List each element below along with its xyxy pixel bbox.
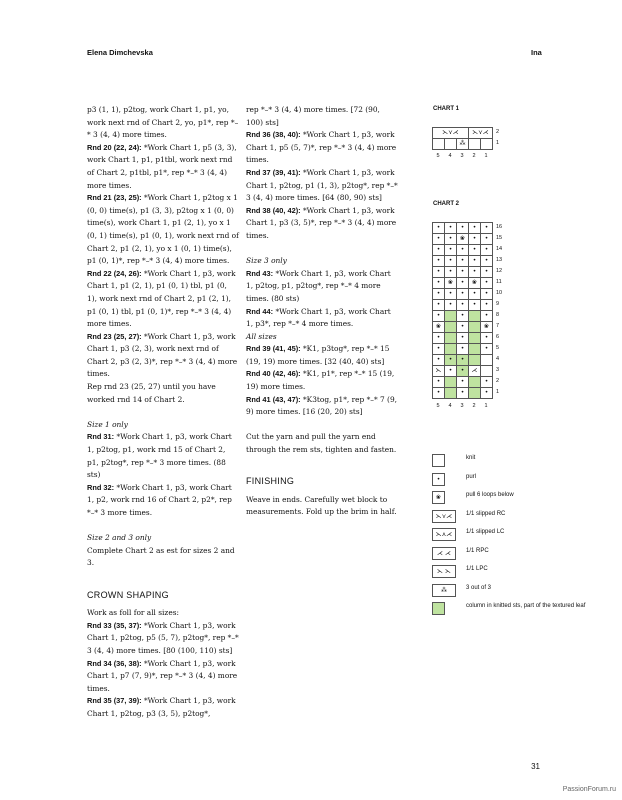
chart2-cell: • xyxy=(469,267,481,278)
round-text: *Work Chart 1, p3, work Chart 1, p3 (3, 5)*, rep *–* 3 (4, 4) more times. xyxy=(246,205,397,240)
chart1-cell xyxy=(433,139,445,150)
chart2-cell: • xyxy=(457,278,469,289)
legend-symbol: ⋌ ⋌ xyxy=(432,547,456,560)
chart2-cell: • xyxy=(433,300,445,311)
chart1-cell xyxy=(481,139,493,150)
round-label: Rnd 31: xyxy=(87,432,115,442)
chart1-col-numbers xyxy=(432,153,492,159)
round-text: *Work Chart 1, p2tog x 1 (0, 0) time(s), p1 (3, 3), p2tog x 1 (0, 0) time(s), work Chart 1, p1 (2, 1), yo x 1 (0, 1) time(s), p1 (0, 1), work next rnd of Chart 2, p1 (2, 1), yo x 1 (0, 1) time(s), p1 (0, 1)*, rep *–* 3 (4, 4) more times. xyxy=(87,193,239,266)
round-text: *Work Chart 1, p3, work Chart 1, p2tog, p1, p2tog*, rep *–* 4 more times. (80 sts) xyxy=(246,268,391,303)
row-number: 11 xyxy=(496,279,502,285)
chart2-cell: • xyxy=(433,267,445,278)
chart2-cell: • xyxy=(445,289,457,300)
chart2-cell: • xyxy=(445,267,457,278)
column-number: 4 xyxy=(448,403,452,409)
chart2-cell xyxy=(469,322,481,333)
watermark: PassionForum.ru xyxy=(562,786,616,793)
legend-symbol: ❀ xyxy=(432,491,445,504)
chart2-title: CHART 2 xyxy=(433,201,460,207)
round-label: Rnd 23 (25, 27): xyxy=(87,331,142,341)
row-number: 7 xyxy=(496,323,500,329)
round-instruction xyxy=(246,268,399,306)
chart2-cell: • xyxy=(457,245,469,256)
round-label: Rnd 36 (38, 40): xyxy=(246,130,301,140)
chart2-cell xyxy=(445,311,457,322)
row-number: 1 xyxy=(496,389,500,395)
page-number: 31 xyxy=(531,762,540,771)
chart2-cell: • xyxy=(481,377,493,388)
legend-label: pull 6 loops below xyxy=(466,492,514,498)
round-instruction xyxy=(246,306,399,331)
row-number: 15 xyxy=(496,235,503,241)
row-number: 9 xyxy=(496,301,500,307)
chart2-cell: • xyxy=(433,256,445,267)
legend-symbol: ⋋⋎⋌ xyxy=(432,510,456,523)
round-text: *Work Chart 1, p3, work Chart 1, p3 (2, 3), work next rnd of Chart 2, p3 (2, 3)*, rep *–* 3 (4, 4) more times. xyxy=(87,331,238,379)
legend-item xyxy=(432,547,596,560)
column-number: 2 xyxy=(472,403,476,409)
size-subheading: Size 3 only xyxy=(246,256,287,266)
chart2-cell xyxy=(445,388,457,399)
middle-column xyxy=(246,104,399,519)
chart2-cell: • xyxy=(433,234,445,245)
legend-label: 1/1 slipped RC xyxy=(466,510,506,517)
legend-symbol: ⁂ xyxy=(432,584,456,597)
chart2-cell xyxy=(481,355,493,366)
chart2-cell: • xyxy=(481,388,493,399)
round-instruction xyxy=(87,192,239,268)
chart2-cell xyxy=(469,311,481,322)
column-number: 1 xyxy=(484,403,488,409)
chart2-cell: • xyxy=(433,278,445,289)
round-label: Rnd 39 (41, 45): xyxy=(246,344,301,354)
round-instruction xyxy=(246,343,399,368)
chart2-cell: • xyxy=(457,223,469,234)
chart2-cell: ⋌ xyxy=(469,366,481,377)
instruction-text: Work as foll for all sizes: xyxy=(87,608,179,618)
author-name: Elena Dimchevska xyxy=(87,48,153,57)
chart2-cell xyxy=(469,355,481,366)
chart2-cell xyxy=(481,366,493,377)
instruction-text: Complete Chart 2 as est for sizes 2 and 3. xyxy=(87,545,235,568)
chart2-row-numbers xyxy=(496,222,502,398)
chart2-cell xyxy=(445,322,457,333)
chart2-cell: • xyxy=(481,256,493,267)
legend-item xyxy=(432,510,596,523)
chart2-cell: • xyxy=(481,234,493,245)
legend-item xyxy=(432,454,596,467)
round-label: Rnd 32: xyxy=(87,482,115,492)
chart2-cell: • xyxy=(469,234,481,245)
row-number: 13 xyxy=(496,257,503,263)
round-label: Rnd 22 (24, 26): xyxy=(87,268,142,278)
round-text: *Work Chart 1, p3, work Chart 1, p2, work rnd 16 of Chart 2, p2*, rep *–* 3 more times. xyxy=(87,482,232,517)
round-label: Rnd 33 (35, 37): xyxy=(87,620,142,630)
legend-item xyxy=(432,602,596,615)
column-number: 5 xyxy=(436,153,440,159)
chart2-cell: • xyxy=(445,245,457,256)
chart2-cell: • xyxy=(481,245,493,256)
column-number: 5 xyxy=(436,403,440,409)
row-number: 3 xyxy=(496,367,500,373)
round-instruction xyxy=(87,268,239,331)
row-number: 2 xyxy=(496,378,500,384)
chart2-cell: • xyxy=(481,267,493,278)
legend-symbol: ⋋ ⋋ xyxy=(432,565,456,578)
round-text: *Work Chart 1, p3, work Chart 1, p2tog, p1 (1, 3), p2tog*, rep *–* 3 (4, 4) more times. [64 (80, 90) sts] xyxy=(246,167,398,203)
round-instruction xyxy=(87,695,239,720)
instruction-text: Rep rnd 23 (25, 27) until you have worked rnd 14 of Chart 2. xyxy=(87,382,216,404)
chart2-cell: • xyxy=(457,289,469,300)
chart2-cell: • xyxy=(457,322,469,333)
instruction-text: rep *–* 3 (4, 4) more times. [72 (90, 100) sts] xyxy=(246,105,380,127)
round-text: *K1, p1*, rep *–* 15 (19, 19) more times. xyxy=(246,369,395,392)
chart1-title: CHART 1 xyxy=(433,106,460,112)
chart1-grid xyxy=(432,127,493,150)
size-subheading: All sizes xyxy=(246,331,277,341)
chart1-row-numbers: 2 1 xyxy=(496,129,500,146)
chart2-cell: • xyxy=(481,311,493,322)
chart1-cell: ⋋⋎⋌ xyxy=(433,128,469,139)
chart2-cell xyxy=(445,344,457,355)
round-label: Rnd 20 (22, 24): xyxy=(87,142,142,152)
instruction-text: p3 (1, 1), p2tog, work Chart 1, p1, yo, work next rnd of Chart 2, yo, p1*, rep *–* 3 (4, 4) more times. xyxy=(87,105,239,140)
chart2-cell: • xyxy=(469,245,481,256)
chart2-cell: • xyxy=(433,333,445,344)
chart2-cell: • xyxy=(445,223,457,234)
legend-symbol xyxy=(432,602,445,615)
row-number: 12 xyxy=(496,268,503,274)
chart1-cell xyxy=(469,139,481,150)
left-column xyxy=(87,104,239,721)
chart2-cell: • xyxy=(469,223,481,234)
round-text: *Work Chart 1, p3, work Chart 1, p3*, rep *–* 4 more times. xyxy=(246,306,391,329)
spacer xyxy=(246,419,399,432)
round-text: *Work Chart 1, p3, work Chart 1, p2tog, p3 (3, 5), p2tog*, xyxy=(87,696,236,718)
chart2-cell: • xyxy=(481,333,493,344)
column-number: 3 xyxy=(460,403,464,409)
chart2-cell: • xyxy=(481,278,493,289)
round-label: Rnd 38 (40, 42): xyxy=(246,205,301,215)
chart2-cell xyxy=(445,333,457,344)
chart2-cell: • xyxy=(457,311,469,322)
chart2-cell: • xyxy=(481,344,493,355)
round-instruction xyxy=(246,368,399,393)
chart2-cell: • xyxy=(457,333,469,344)
chart2-cell xyxy=(469,344,481,355)
round-instruction xyxy=(246,129,399,167)
column-number: 4 xyxy=(448,153,452,159)
row-number: 4 xyxy=(496,356,500,362)
chart2-cell: • xyxy=(445,355,457,366)
chart2-cell: • xyxy=(469,256,481,267)
chart2-cell: • xyxy=(433,289,445,300)
round-instruction xyxy=(246,167,399,205)
chart2-col-numbers xyxy=(432,403,492,409)
chart2-cell: • xyxy=(457,267,469,278)
section-heading: CROWN SHAPING xyxy=(87,589,169,600)
chart2-cell: • xyxy=(469,289,481,300)
round-label: Rnd 40 (42, 46): xyxy=(246,369,301,379)
spacer xyxy=(246,457,399,470)
legend-label: 3 out of 3 xyxy=(466,584,492,591)
round-label: Rnd 44: xyxy=(246,306,274,316)
round-text: *Work Chart 1, p3, work Chart 1, p5 (5, 7)*, rep *–* 3 (4, 4) more times. xyxy=(246,130,397,165)
round-instruction xyxy=(87,658,239,696)
chart2-grid xyxy=(432,222,493,399)
round-label: Rnd 21 (23, 25): xyxy=(87,193,142,203)
legend-label: knit xyxy=(466,455,476,461)
spacer xyxy=(87,570,239,583)
legend-symbol: ⋋⋏⋌ xyxy=(432,528,456,541)
legend-item xyxy=(432,584,596,597)
chart2-cell: • xyxy=(445,366,457,377)
chart1-cell: ⁂ xyxy=(457,139,469,150)
round-instruction xyxy=(87,482,239,520)
round-text: *Work Chart 1, p3, work Chart 1, p7 (7, 9)*, rep *–* 3 (4, 4) more times. xyxy=(87,658,238,693)
round-text: *Work Chart 1, p3, work Chart 1, p1 (2, 1), p1 (0, 1) tbl, p1 (0, 1), work next rnd of Chart 2, p1 (2, 1), p1 (0, 1) tbl, p1 (0, 1)*, rep *–* 3 (4, 4) more times. xyxy=(87,268,236,329)
section-heading: FINISHING xyxy=(246,476,295,487)
chart1-cell xyxy=(445,139,457,150)
instruction-text: Cut the yarn and pull the yarn end through the rem sts, tighten and fasten. xyxy=(246,432,397,455)
chart2-cell: ❀ xyxy=(457,234,469,245)
row-number: 14 xyxy=(496,246,503,252)
round-label: Rnd 41 (43, 47): xyxy=(246,394,301,404)
chart2-cell: • xyxy=(457,366,469,377)
chart2-cell xyxy=(469,377,481,388)
chart2-cell: ❀ xyxy=(445,278,457,289)
legend-label: 1/1 RPC xyxy=(466,547,489,554)
round-instruction xyxy=(87,431,239,481)
chart2-cell: • xyxy=(445,256,457,267)
size-subheading: Size 1 only xyxy=(87,419,128,429)
chart2-cell: • xyxy=(445,300,457,311)
chart2-cell: • xyxy=(481,223,493,234)
size-subheading: Size 2 and 3 only xyxy=(87,533,152,543)
chart2-cell: • xyxy=(457,377,469,388)
round-label: Rnd 37 (39, 41): xyxy=(246,167,301,177)
chart2-cell: ⋋ xyxy=(433,366,445,377)
legend-label: 1/1 slipped LC xyxy=(466,529,505,535)
chart2-cell xyxy=(469,333,481,344)
round-label: Rnd 43: xyxy=(246,268,274,278)
row-number: 16 xyxy=(496,224,503,230)
chart2-cell: • xyxy=(445,234,457,245)
chart2-cell: • xyxy=(433,388,445,399)
chart2-cell: • xyxy=(457,344,469,355)
spacer xyxy=(87,520,239,533)
legend-label: 1/1 LPC xyxy=(466,566,488,572)
chart2-cell: • xyxy=(469,300,481,311)
round-instruction xyxy=(87,331,239,381)
chart2-cell: ❀ xyxy=(481,322,493,333)
round-text: *Work Chart 1, p5 (3, 3), work Chart 1, p1, p1tbl, work next rnd of Chart 2, p1tbl, p1*, rep *–* 3 (4, 4) more times. xyxy=(87,142,237,190)
chart2-cell: • xyxy=(457,256,469,267)
round-instruction xyxy=(246,205,399,243)
row-number: 8 xyxy=(496,312,500,318)
legend-label: column in knitted sts, part of the textured leaf xyxy=(466,603,586,609)
round-label: Rnd 34 (36, 38): xyxy=(87,658,142,668)
chart2-cell: • xyxy=(457,388,469,399)
round-instruction xyxy=(87,142,239,192)
chart2-cell: • xyxy=(433,355,445,366)
round-text: *K3tog, p1*, rep *–* 7 (9, 9) more times. [16 (20, 20) sts] xyxy=(246,394,397,417)
chart2-cell xyxy=(445,377,457,388)
round-instruction xyxy=(87,620,239,658)
round-label: Rnd 35 (37, 39): xyxy=(87,696,142,706)
column-number: 2 xyxy=(472,153,476,159)
chart2-cell: • xyxy=(433,344,445,355)
legend-item xyxy=(432,528,596,541)
round-text: *K1, p3tog*, rep *–* 15 (19, 19) more times. [32 (40, 40) sts] xyxy=(246,344,390,366)
instruction-text: Weave in ends. Carefully wet block to measurements. Fold up the brim in half. xyxy=(246,494,397,517)
spacer xyxy=(87,406,239,419)
legend-item xyxy=(432,491,596,504)
chart2-cell: • xyxy=(457,355,469,366)
chart2-cell: • xyxy=(481,289,493,300)
chart2-cell: • xyxy=(457,300,469,311)
row-number: 6 xyxy=(496,334,500,340)
round-text: *Work Chart 1, p3, work Chart 1, p2tog, p5 (5, 7), p2tog*, rep *–* 3 (4, 4) more times. [80 (100, 110) sts] xyxy=(87,620,239,655)
chart2-cell: • xyxy=(481,300,493,311)
chart2-cell: • xyxy=(433,311,445,322)
chart2-cell xyxy=(469,388,481,399)
chart2-cell: ❀ xyxy=(433,322,445,333)
chart1-cell: ⋋⋎⋌ xyxy=(469,128,493,139)
spacer xyxy=(246,243,399,256)
chart2-cell: • xyxy=(433,245,445,256)
chart2-cell: • xyxy=(433,223,445,234)
row-number: 10 xyxy=(496,290,503,296)
legend-symbol: • xyxy=(432,473,445,486)
column-number: 3 xyxy=(460,153,464,159)
column-number: 1 xyxy=(484,153,488,159)
round-instruction xyxy=(246,394,399,419)
legend-item xyxy=(432,565,596,578)
row-number: 5 xyxy=(496,345,500,351)
legend-item xyxy=(432,473,596,486)
legend-label: purl xyxy=(466,473,477,480)
round-text: *Work Chart 1, p3, work Chart 1, p2tog, p1, work rnd 15 of Chart 2, p1, p2tog*, rep *–* 3 more times. (88 sts) xyxy=(87,432,232,480)
legend-symbol xyxy=(432,454,445,467)
chart2-cell: ❀ xyxy=(469,278,481,289)
pattern-title: Ina xyxy=(531,48,542,57)
chart2-cell: • xyxy=(433,377,445,388)
